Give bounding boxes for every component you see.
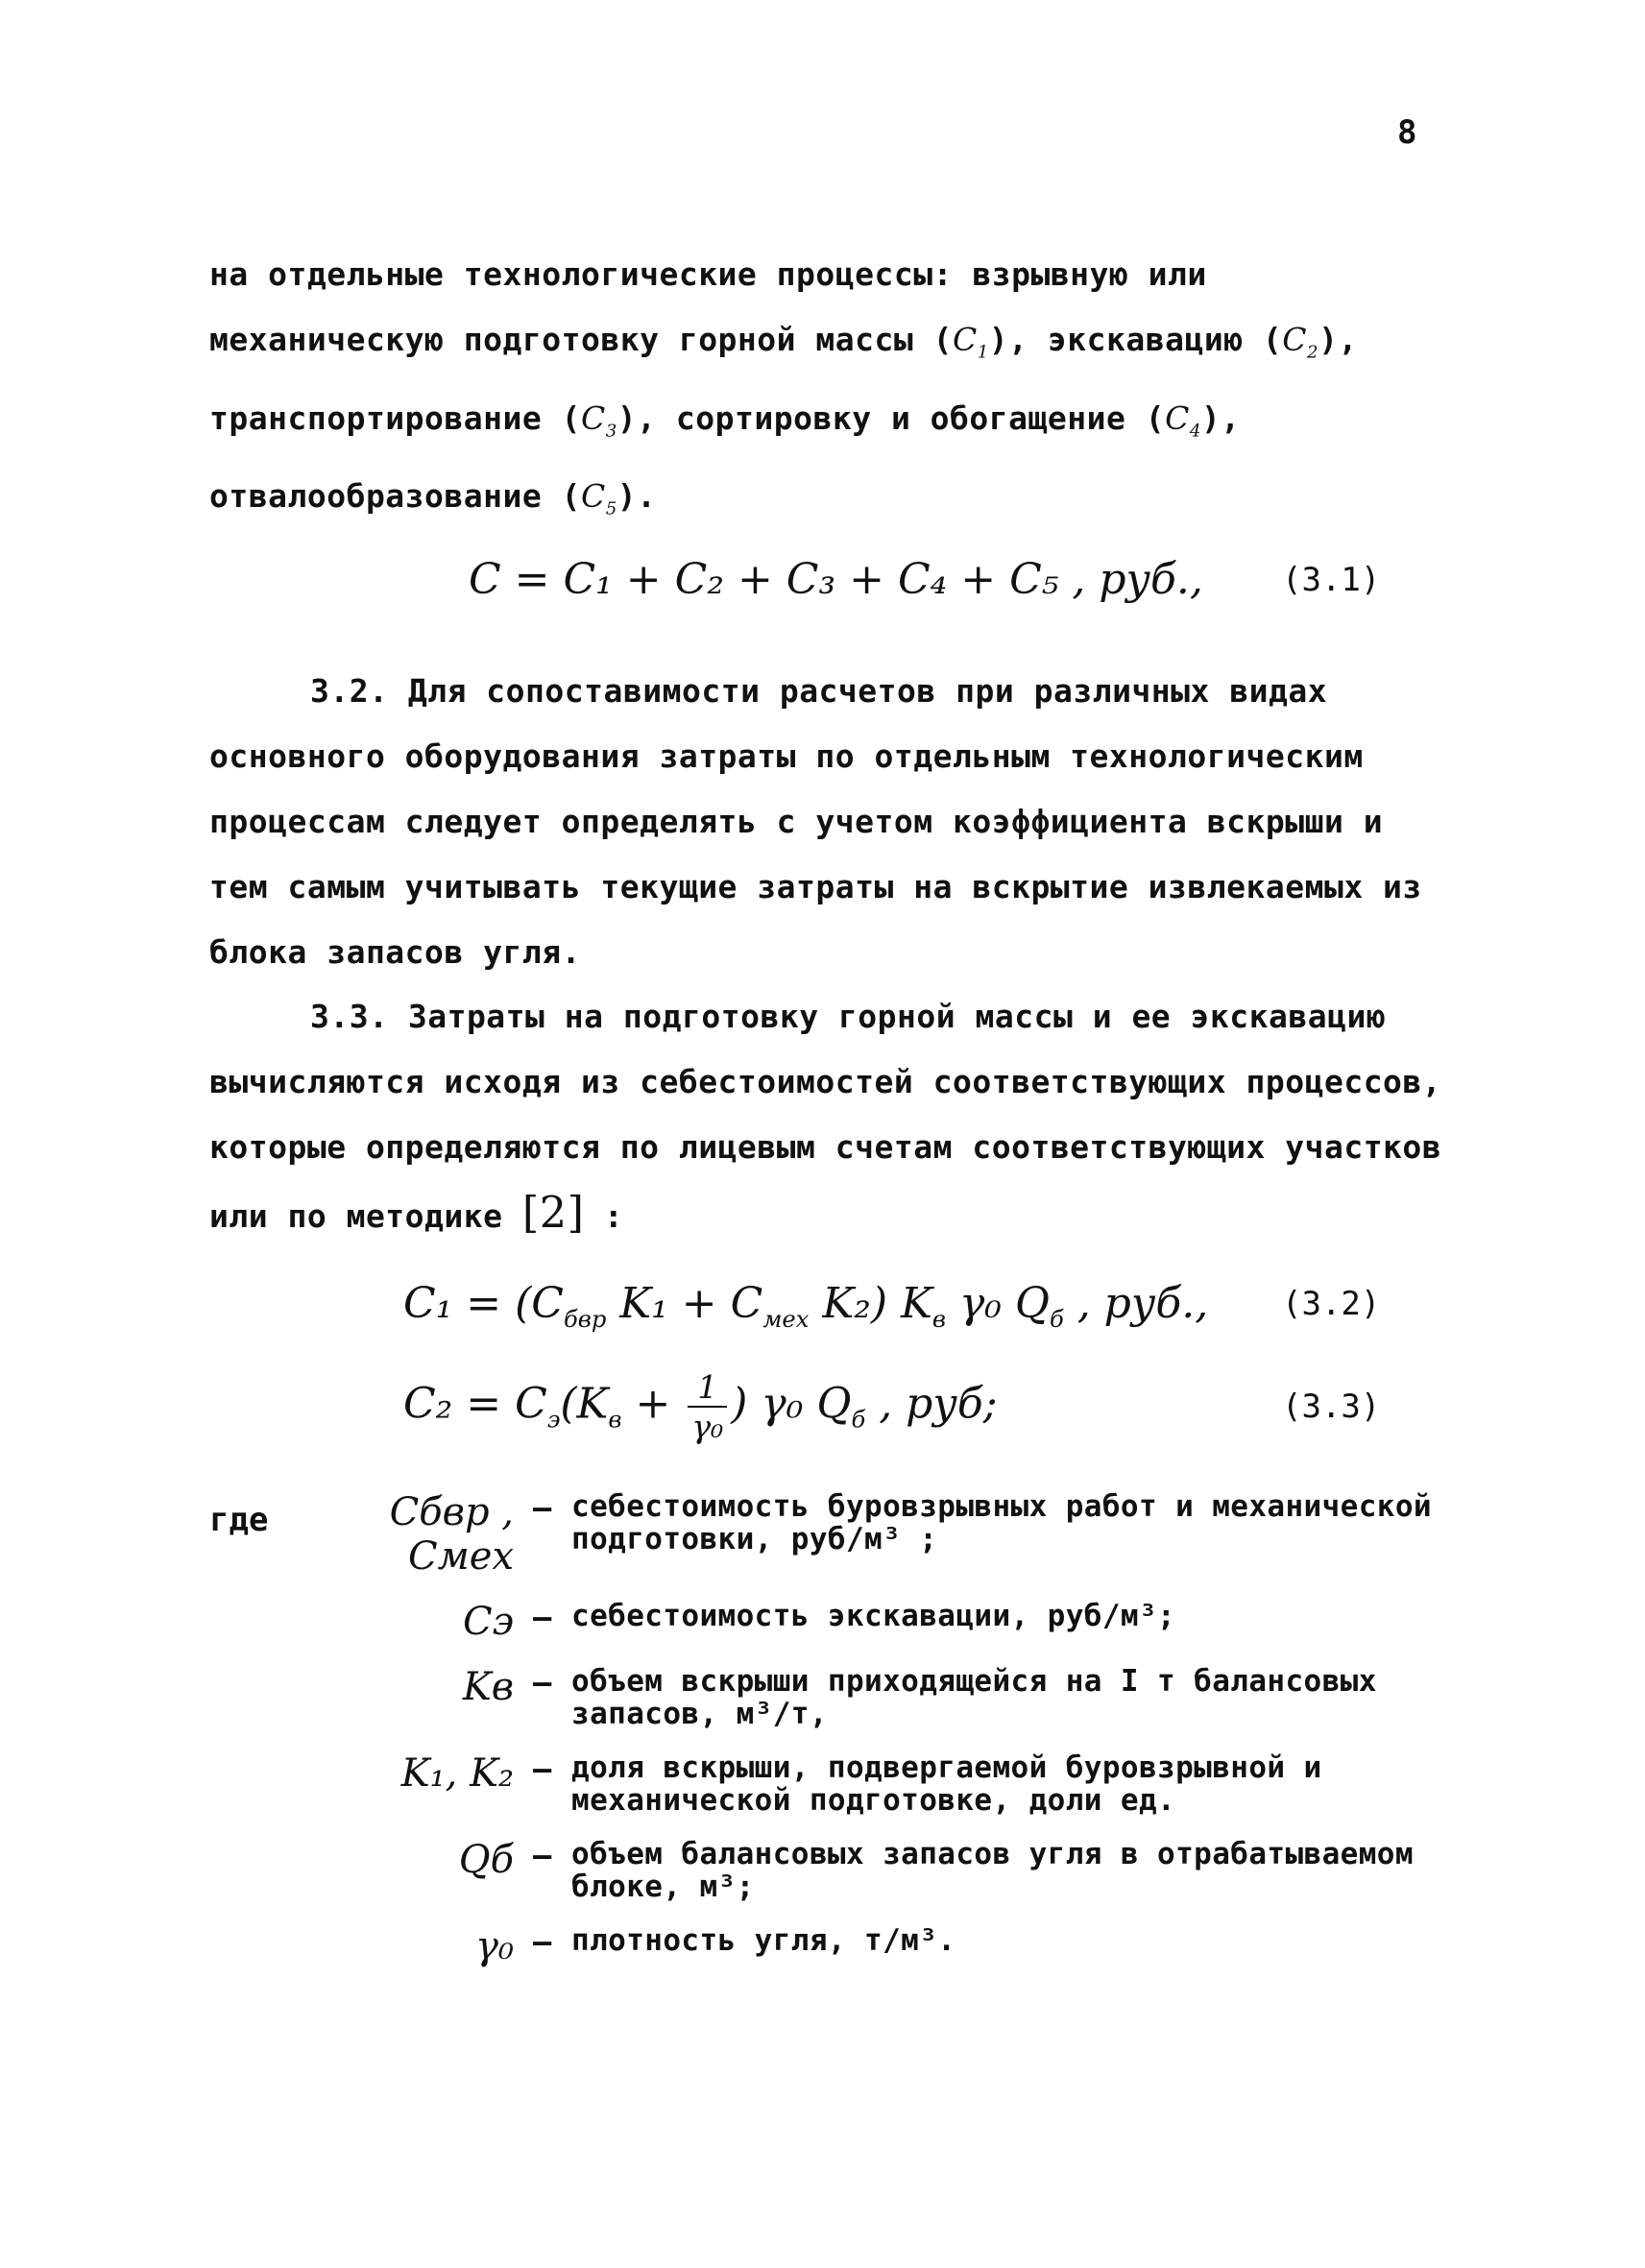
formula-3-2-expression: $C_1 = (C_{бвр}$ $K_1 + C_{мех}$ K₂) $K_в$ γ₀ $Q_б$ , руб., <box>403 1279 1209 1333</box>
definition-text: себестоимость экскавации, руб/м³; <box>571 1599 1176 1633</box>
intro-text-1: на отдельные технологические процессы: взрывную или механическую подготовку горной массы ( <box>209 255 1207 358</box>
page-number: 8 <box>1397 113 1417 152</box>
where-label: где <box>209 1501 269 1539</box>
definition-item <box>288 1838 1460 1903</box>
definition-symbol: Kв <box>462 1665 514 1709</box>
symbol-c5: $C_5$ <box>581 477 617 519</box>
symbol-c2: $C_2$ <box>1282 321 1319 363</box>
dash: – <box>533 1599 552 1635</box>
formula-3-3-number: (3.3) <box>1282 1387 1381 1426</box>
formula-3-1-number: (3.1) <box>1282 561 1381 599</box>
formula-3-3-expression: $C_2 = C_э(K_в$ + $\frac{1}{\text{γ₀}}$ ) γ₀ $Q_б$ , руб; <box>403 1368 998 1445</box>
paragraph-3-3 <box>209 984 1448 1249</box>
intro-text-4: ), сортировку и обогащение ( <box>617 398 1166 437</box>
paragraph-3-2 <box>209 659 1448 985</box>
definition-symbol: Qб <box>458 1838 514 1882</box>
definition-symbol: Cэ <box>462 1600 514 1644</box>
definition-item <box>288 1751 1460 1817</box>
definition-text: плотность угля, т/м³. <box>571 1923 956 1958</box>
definition-text: объем балансовых запасов угля в отрабатываемом блоке, м³; <box>571 1837 1414 1904</box>
paragraph-3-3-tail: : <box>584 1197 624 1235</box>
reference-2: [2] <box>521 1188 585 1238</box>
dash: – <box>533 1489 552 1526</box>
formula-3-1-expression: C = C₁ + C₂ + C₃ + C₄ + C₅ , руб., <box>469 555 1203 604</box>
definition-text: себестоимость буровзрывных работ и механической подготовки, руб/м³ ; <box>571 1489 1432 1556</box>
intro-text-3: ), транспортирование ( <box>209 321 1358 437</box>
symbol-c1: $C_1$ <box>952 321 989 363</box>
paragraph-3-2-text: 3.2. Для сопоставимости расчетов при различных видах основного оборудования затраты по отдельным технологическим процессам следует определять с учетом коэффициента вскрыши и тем самым учитывать текущие затраты на вскрытие извлекаемых из блока запасов угля. <box>209 672 1422 971</box>
definitions-list <box>288 1490 1460 1990</box>
fraction-1-over-gamma: $\frac{1}{\text{γ₀}}$ <box>688 1368 727 1445</box>
definition-item <box>288 1924 1460 1968</box>
intro-text-6: ). <box>617 477 657 516</box>
definition-symbol: Cбвр , Cмех <box>389 1490 514 1579</box>
symbol-c4: $C_4$ <box>1165 398 1201 442</box>
definition-item <box>288 1600 1460 1644</box>
definition-symbol: γ₀ <box>475 1924 514 1968</box>
definition-symbol: K₁, K₂ <box>400 1751 514 1796</box>
definition-item <box>288 1665 1460 1730</box>
definition-text: доля вскрыши, подвергаемой буровзрывной и механической подготовке, доли ед. <box>571 1750 1322 1818</box>
paragraph-3-3-text: 3.3. Затраты на подготовку горной массы и ее экскавацию вычисляются исходя из себестоимостей соответствующих процессов, которые определяются по лицевым счетам соответствующих участков или по методике <box>209 998 1442 1235</box>
intro-paragraph <box>209 242 1448 543</box>
dash: – <box>533 1750 552 1787</box>
intro-text-2: ), экскавацию ( <box>988 321 1283 358</box>
definition-item <box>288 1490 1460 1579</box>
symbol-c3: $C_3$ <box>581 398 617 442</box>
dash: – <box>533 1837 552 1873</box>
dash: – <box>533 1923 552 1960</box>
definition-text: объем вскрыши приходящейся на I т балансовых запасов, м³/т, <box>571 1664 1377 1731</box>
intro-text-5: ), отвалообразование ( <box>209 398 1241 516</box>
dash: – <box>533 1664 552 1701</box>
formula-3-2-number: (3.2) <box>1282 1285 1381 1323</box>
